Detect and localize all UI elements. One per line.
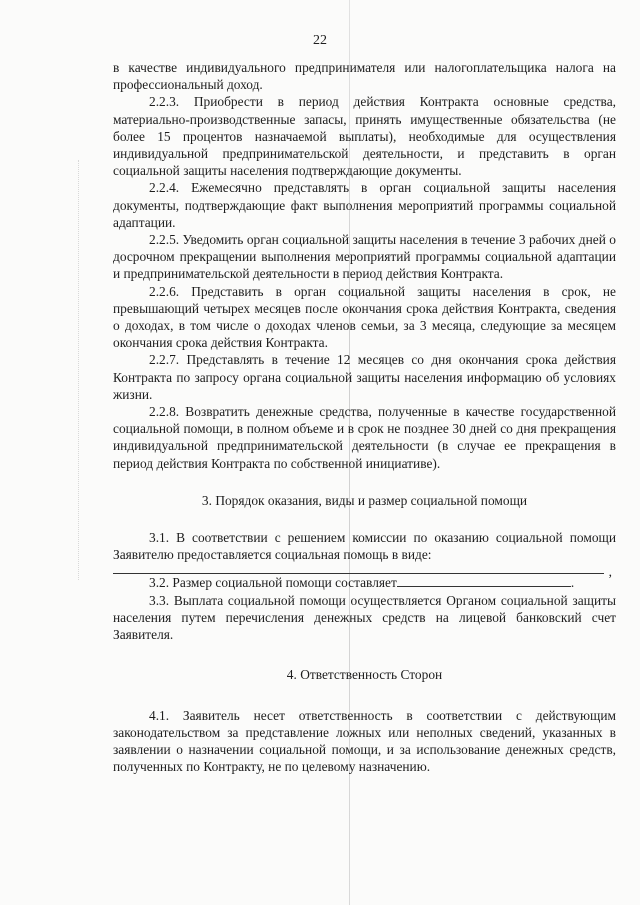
- paragraph-2-2-6: 2.2.6. Представить в орган социальной защиты населения в срок, не превышающий четырех месяцев после окончания срока действия Контракта, сведения о доходах, в том числе о доходах членов семьи, за 3 месяца, следующие за месяцем окончания срока действия Контракта.: [113, 283, 616, 351]
- paragraph-2-2-4: 2.2.4. Ежемесячно представлять в орган социальной защиты населения документы, подтверждающие факт выполнения мероприятий программы социальной адаптации.: [113, 180, 616, 230]
- paragraph-3-1: 3.1. В соответствии с решением комиссии по оказанию социальной помощи Заявителю предоставляется социальная помощь в виде:: [113, 530, 616, 563]
- section-4-heading: 4. Ответственность Сторон: [286, 667, 443, 683]
- fill-in-line-assistance-amount: [397, 575, 571, 587]
- paragraph-2-2-3: 2.2.3. Приобрести в период действия Контракта основные средства, материально-производственные запасы, принять имущественные обязательства (не более 15 процентов назначаемой выплаты), необходимые для осуществления индивидуальной предпринимательской деятельности, и представить в орган социальной защиты населения подтверждающие документы.: [113, 94, 616, 179]
- page-number: 22: [313, 33, 327, 48]
- fill-in-line-assistance-type: ,: [113, 563, 604, 574]
- paragraph-4-1: 4.1. Заявитель несет ответственность в соответствии с действующим законодательством за представление ложных или неполных сведений, указанных в заявлении о назначении социальной помощи, и за использование денежных средств, полученных по Контракту, не по целевому назначению.: [113, 707, 616, 775]
- paragraph-2-2-5: 2.2.5. Уведомить орган социальной защиты населения в течение 3 рабочих дней о досрочном прекращении выполнения мероприятий программы социальной адаптации и предпринимательской деятельности в период действия Контракта.: [113, 232, 616, 282]
- scan-margin-noise: [78, 160, 80, 580]
- paragraph-3-3: 3.3. Выплата социальной помощи осуществляется Органом социальной защиты населения путем перечисления денежных средств на лицевой банковский счет Заявителя.: [113, 592, 616, 643]
- paragraph-continuation: в качестве индивидуального предпринимателя или налогоплательщика налога на профессиональный доход.: [113, 60, 616, 93]
- paragraph-2-2-7: 2.2.7. Представлять в течение 12 месяцев со дня окончания срока действия Контракта по запросу органа социальной защиты населения информацию об условиях жизни.: [113, 352, 616, 402]
- section-3-heading: 3. Порядок оказания, виды и размер социальной помощи: [201, 492, 528, 508]
- paragraph-2-2-8: 2.2.8. Возвратить денежные средства, полученные в качестве государственной социальной помощи, в полном объеме и в срок не позднее 30 дней со дня прекращения индивидуальной предпринимательской деятельности (в случае ее прекращения в период действия Контракта по собственной инициативе).: [113, 404, 616, 471]
- document-body: [113, 59, 616, 775]
- paragraph-3-2: 3.2. Размер социальной помощи составляет .: [149, 575, 575, 591]
